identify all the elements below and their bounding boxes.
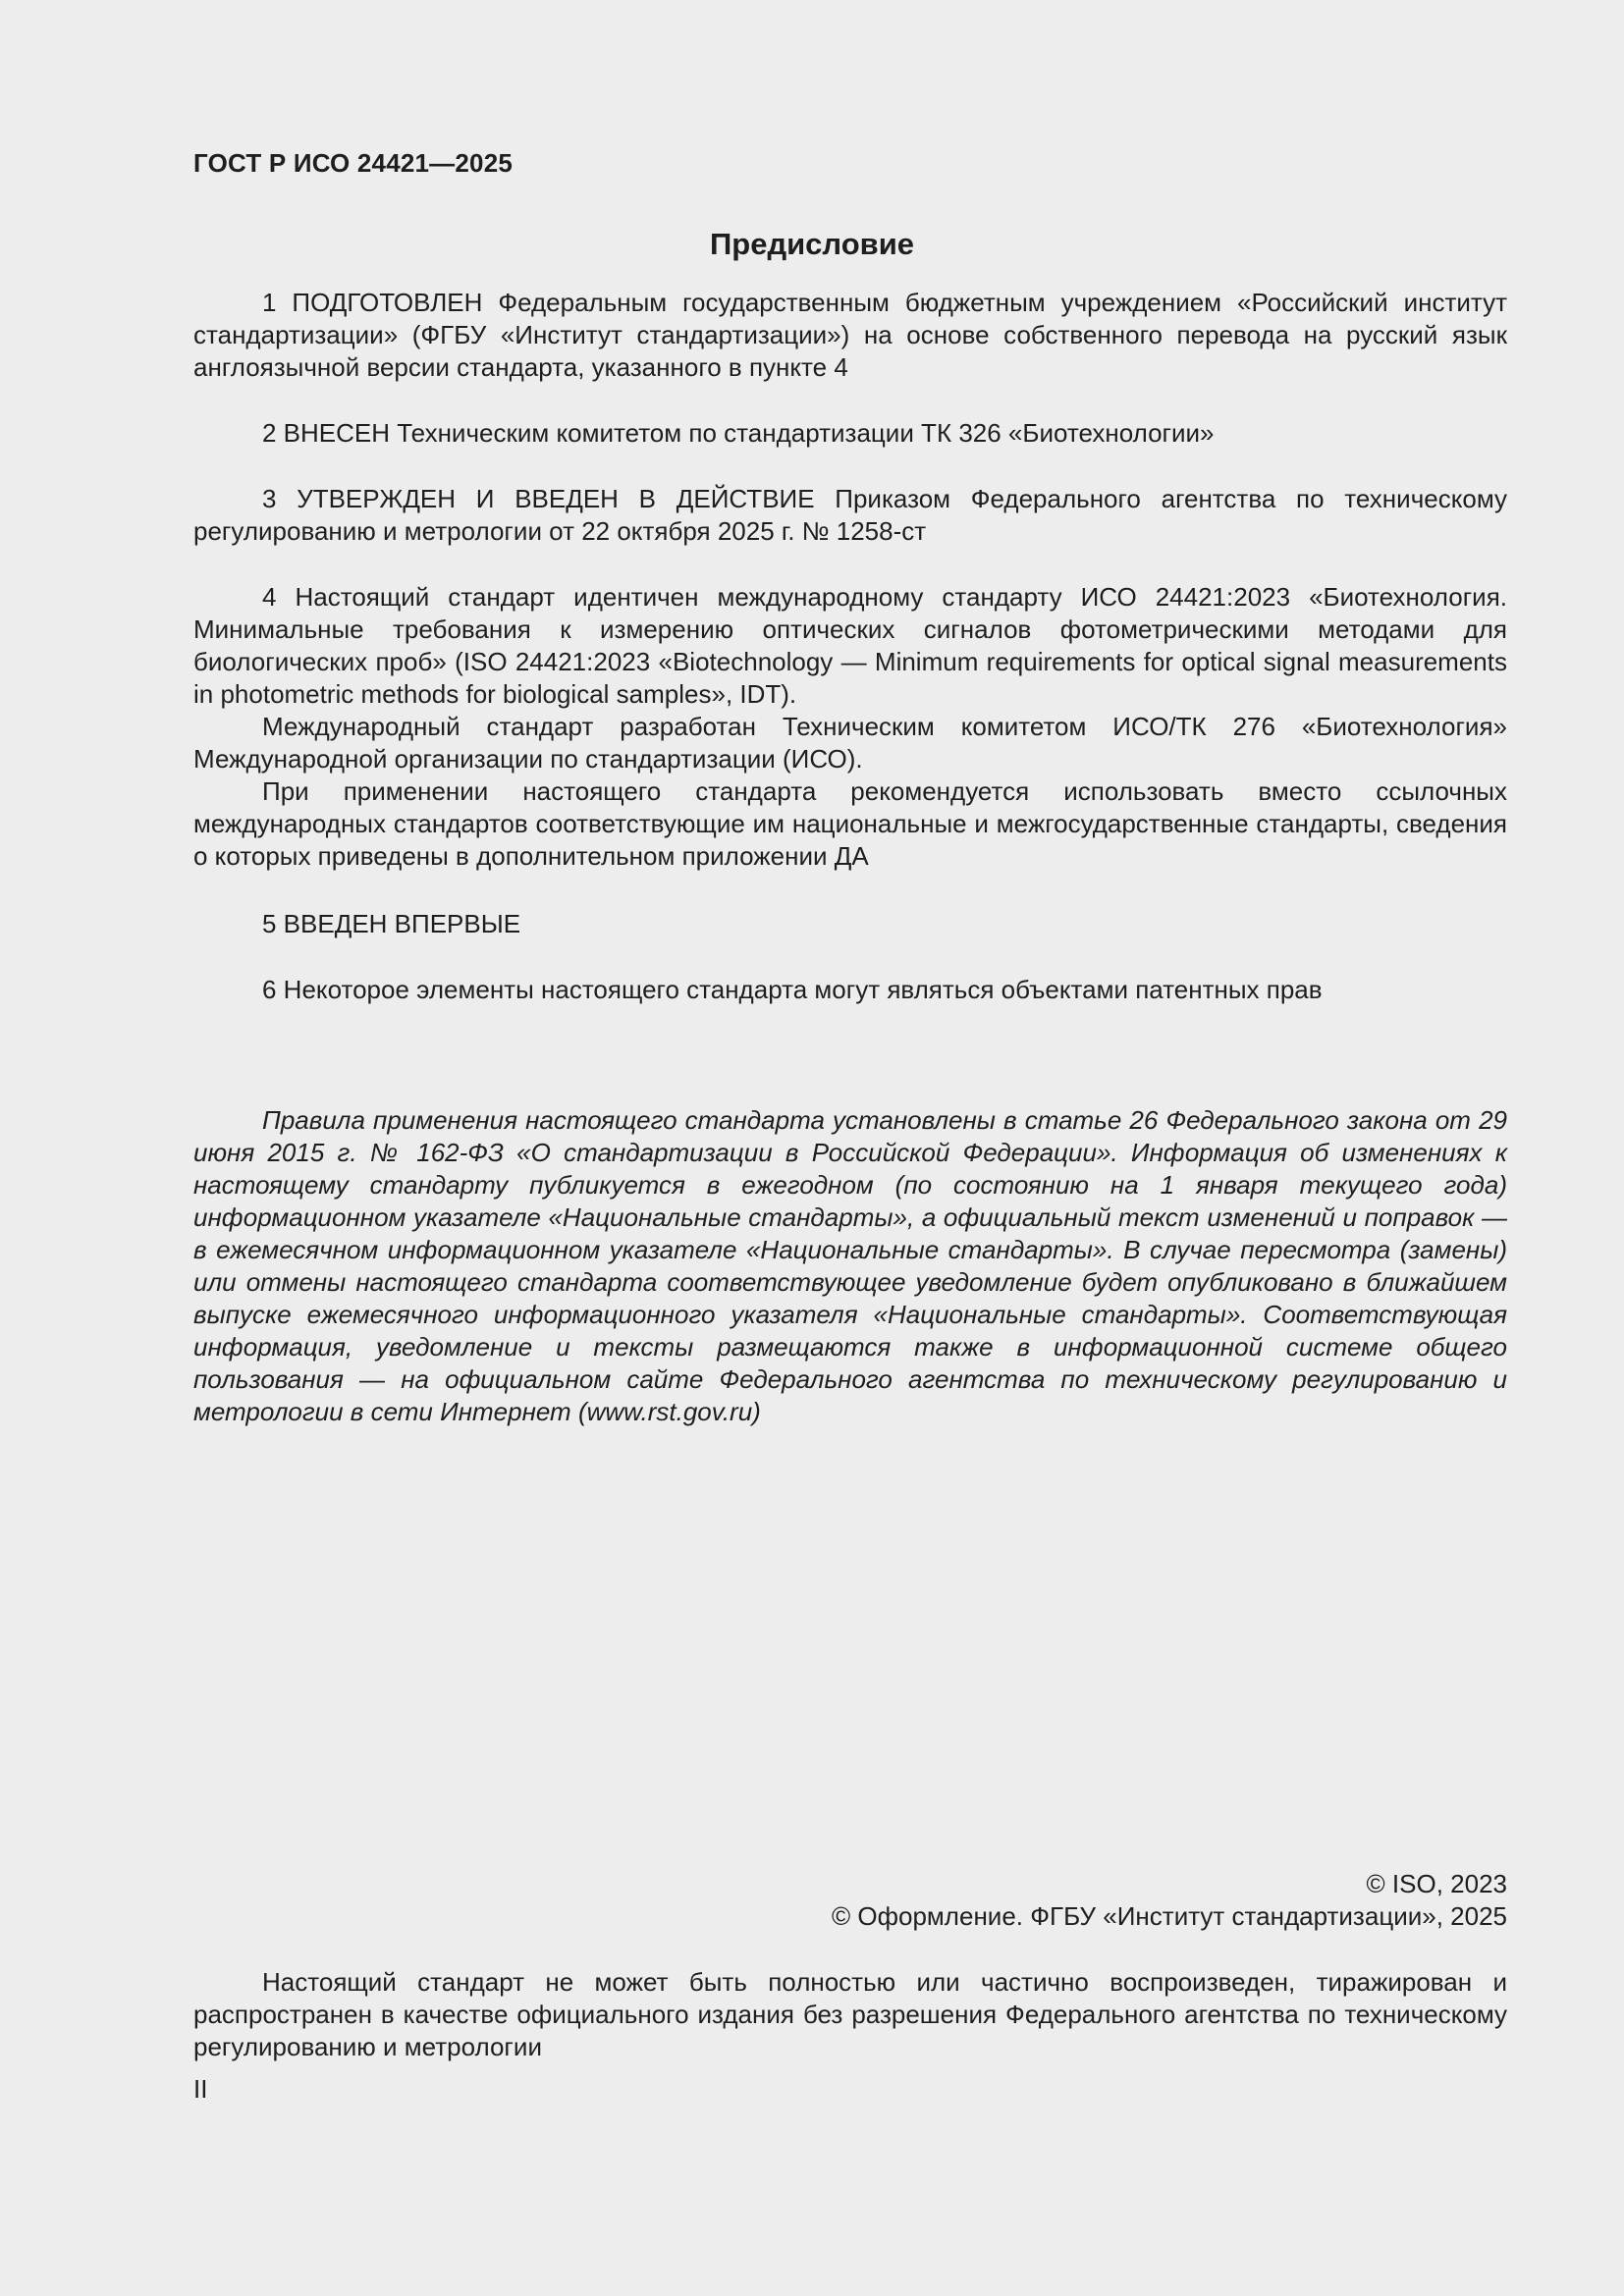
foreword-item-2-text: 2 ВНЕСЕН Техническим комитетом по стандартизации ТК 326 «Биотехнологии» — [262, 418, 1215, 448]
foreword-item-3 — [193, 483, 1507, 548]
foreword-item-4 — [193, 581, 1507, 873]
rules-notice-text: Правила применения настоящего стандарта установлены в статье 26 Федерального закона от 29 июня 2015 г. № 162-ФЗ «О стандартизации в Российской Федерации». Информация об изменениях к настоящему стандарту публикуется в ежегодном (по состоянию на 1 января текущего года) информационном указателе «Национальные стандарты», а официальный текст изменений и поправок — в ежемесячном информационном указателе «Национальные стандарты». В случае пересмотра (замены) или отмены настоящего стандарта соответствующее уведомление будет опубликовано в ближайшем выпуске ежемесячного информационного указателя «Национальные стандарты». Соответствующая информация, уведомление и тексты размещаются также в информационной системе общего пользования — на официальном сайте Федерального агентства по техническому регулированию и метрологии в сети Интернет (www.rst.gov.ru) — [193, 1105, 1507, 1426]
foreword-item-4-paragraph-1: 4 Настоящий стандарт идентичен международному стандарту ИСО 24421:2023 «Биотехнология. Минимальные требования к измерению оптических сигналов фотометрическими методами для биологических проб» (ISO 24421:2023 «Biotechnology — Minimum requirements for optical signal measurements in photometric methods for biological samples», IDT). — [193, 582, 1507, 709]
foreword-item-6-text: 6 Некоторое элементы настоящего стандарта могут являться объектами патентных прав — [262, 975, 1323, 1004]
page-title: Предисловие — [709, 227, 914, 261]
foreword-item-4-paragraph-2: Международный стандарт разработан Техническим комитетом ИСО/ТК 276 «Биотехнология» Международной организации по стандартизации (ИСО). — [193, 712, 1507, 774]
foreword-item-5 — [193, 908, 1507, 940]
copyright-iso: © ISO, 2023 — [1366, 1869, 1507, 1898]
foreword-item-1 — [193, 287, 1507, 384]
copyright-design: © Оформление. ФГБУ «Институт стандартизации», 2025 — [832, 1901, 1507, 1931]
foreword-item-1-text: 1 ПОДГОТОВЛЕН Федеральным государственным бюджетным учреждением «Российский институт стандартизации» (ФГБУ «Институт стандартизации») на основе собственного перевода на русский язык англоязычной версии стандарта, указанного в пункте 4 — [193, 288, 1507, 382]
rules-notice — [193, 1104, 1507, 1428]
reproduction-notice — [193, 1966, 1507, 2063]
foreword-item-5-text: 5 ВВЕДЕН ВПЕРВЫЕ — [262, 909, 521, 938]
copyright-block — [193, 1868, 1507, 1933]
foreword-item-2 — [193, 417, 1507, 450]
reproduction-notice-text: Настоящий стандарт не может быть полностью или частично воспроизведен, тиражирован и распространен в качестве официального издания без разрешения Федерального агентства по техническому регулированию и метрологии — [193, 1967, 1507, 2061]
foreword-item-3-text: 3 УТВЕРЖДЕН И ВВЕДЕН В ДЕЙСТВИЕ Приказом Федерального агентства по техническому регулированию и метрологии от 22 октября 2025 г. № 1258-ст — [193, 484, 1507, 546]
foreword-item-4-paragraph-3: При применении настоящего стандарта рекомендуется использовать вместо ссылочных международных стандартов соответствующие им национальные и межгосударственные стандарты, сведения о которых приведены в дополнительном приложении ДА — [193, 776, 1507, 871]
standard-code-header: ГОСТ Р ИСО 24421—2025 — [193, 148, 514, 178]
page-number: II — [193, 2074, 208, 2104]
foreword-item-6 — [193, 974, 1507, 1006]
